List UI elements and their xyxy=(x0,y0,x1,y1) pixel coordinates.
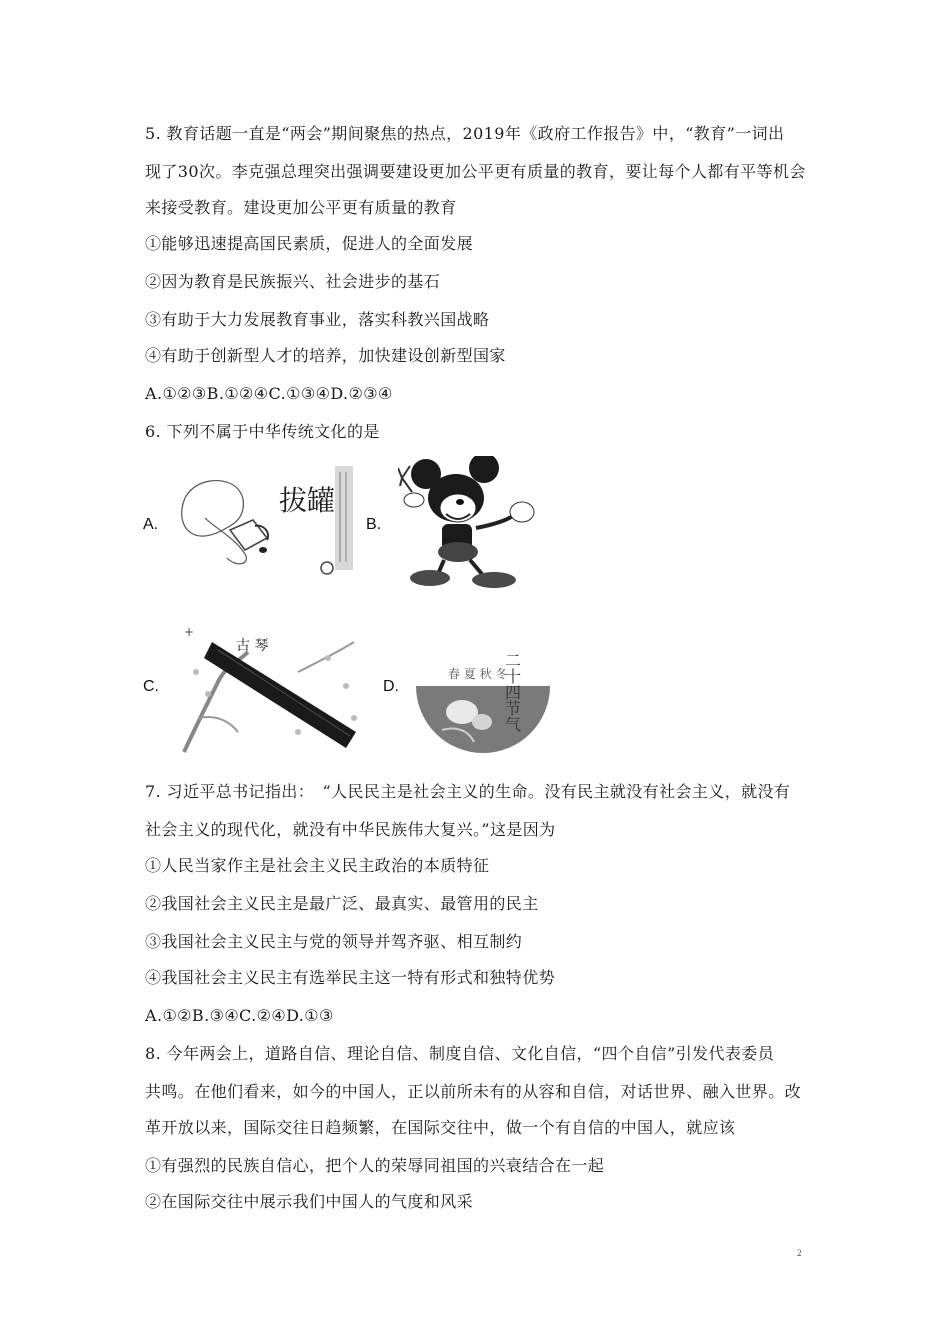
guqin-image xyxy=(178,622,370,762)
q6-option-c-label: C. xyxy=(143,678,159,695)
q8-item-2: ②在国际交往中展示我们中国人的气度和风采 xyxy=(145,1192,474,1211)
q7-stem-line-2: 社会主义的现代化，就没有中华民族伟大复兴。”这是因为 xyxy=(145,820,556,839)
cupping-image xyxy=(175,458,355,582)
q7-item-3: ③我国社会主义民主与党的领导并驾齐驱、相互制约 xyxy=(145,932,523,951)
solar-terms-title: 二十四节气 xyxy=(502,652,522,732)
plus-mark: + xyxy=(184,625,195,639)
q6-stem: 6. 下列不属于中华传统文化的是 xyxy=(145,422,380,441)
q8-stem-line-1: 8. 今年两会上，道路自信、理论自信、制度自信、文化自信，“四个自信”引发代表委员 xyxy=(145,1044,775,1063)
guqin-caption: 古 琴 xyxy=(236,638,269,654)
cupping-title: 拔罐 xyxy=(279,484,336,517)
seasons-text: 春 夏 秋 冬 xyxy=(448,667,508,681)
q8-item-1: ①有强烈的民族自信心，把个人的荣辱同祖国的兴衰结合在一起 xyxy=(145,1156,605,1175)
q6-option-d-label: D. xyxy=(383,678,399,695)
q7-stem-line-1: 7. 习近平总书记指出： “人民民主是社会主义的生命。没有民主就没有社会主义，就没有 xyxy=(145,782,791,801)
q8-stem-line-2: 共鸣。在他们看来，如今的中国人，正以前所未有的从容和自信，对话世界、融入世界。改 xyxy=(145,1082,802,1101)
solar-terms-image xyxy=(412,630,554,756)
q5-choices: A.①②③B.①②④C.①③④D.②③④ xyxy=(145,384,393,403)
q7-item-2: ②我国社会主义民主是最广泛、最真实、最管用的民主 xyxy=(145,894,539,913)
q5-stem-line-2: 现了30次。李克强总理突出强调要建设更加公平更有质量的教育，要让每个人都有平等机会 xyxy=(145,162,806,181)
q7-item-1: ①人民当家作主是社会主义民主政治的本质特征 xyxy=(145,856,490,875)
page-number: 2 xyxy=(797,1248,802,1258)
q5-stem-line-3: 来接受教育。建设更加公平更有质量的教育 xyxy=(145,198,457,217)
q6-option-b-label: B. xyxy=(366,516,382,533)
q5-item-4: ④有助于创新型人才的培养，加快建设创新型国家 xyxy=(145,346,506,365)
cartoon-mouse-image xyxy=(398,456,538,590)
q5-item-1: ①能够迅速提高国民素质，促进人的全面发展 xyxy=(145,234,474,253)
q6-option-a-label: A. xyxy=(143,516,159,533)
q5-stem-line-1: 5. 教育话题一直是“两会”期间聚焦的热点，2019年《政府工作报告》中，“教育”一词出 xyxy=(145,124,785,143)
q5-item-3: ③有助于大力发展教育事业，落实科教兴国战略 xyxy=(145,310,490,329)
q8-stem-line-3: 革开放以来，国际交往日趋频繁，在国际交往中，做一个有自信的中国人，就应该 xyxy=(145,1118,736,1137)
q7-item-4: ④我国社会主义民主有选举民主这一特有形式和独特优势 xyxy=(145,968,556,987)
q5-item-2: ②因为教育是民族振兴、社会进步的基石 xyxy=(145,272,441,291)
q7-choices: A.①②B.③④C.②④D.①③ xyxy=(145,1006,334,1025)
